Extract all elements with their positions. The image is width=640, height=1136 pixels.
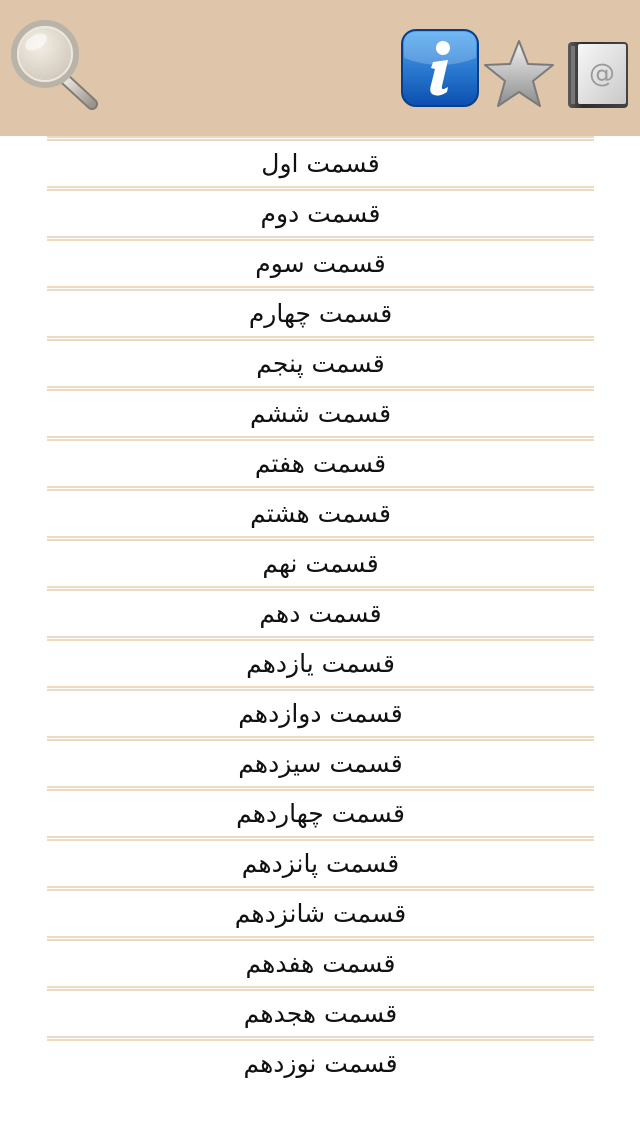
star-icon <box>482 38 556 110</box>
list-item[interactable] <box>47 386 594 436</box>
list-item[interactable] <box>47 286 594 336</box>
magnifier-icon <box>8 18 100 112</box>
list-item-label: قسمت اول <box>261 149 380 178</box>
list-item[interactable] <box>47 236 594 286</box>
list-item[interactable] <box>47 1036 594 1086</box>
favorites-button[interactable] <box>482 38 556 110</box>
list-item-label: قسمت پنجم <box>256 349 385 378</box>
top-toolbar <box>0 0 640 136</box>
list-item-label: قسمت چهاردهم <box>236 799 405 828</box>
list-item-label: قسمت دوازدهم <box>238 699 403 728</box>
list-item[interactable] <box>47 786 594 836</box>
list-item-label: قسمت ششم <box>249 399 392 428</box>
info-icon <box>400 28 480 108</box>
list-item[interactable] <box>47 836 594 886</box>
list-item-label: قسمت سیزدهم <box>238 749 403 778</box>
list-item-label: قسمت نهم <box>262 549 379 578</box>
svg-text:@: @ <box>589 59 615 89</box>
list-item[interactable] <box>47 736 594 786</box>
list-item[interactable] <box>47 186 594 236</box>
list-item-label: قسمت هفتم <box>254 449 387 478</box>
list-item[interactable] <box>47 986 594 1036</box>
list-item[interactable] <box>47 586 594 636</box>
list-item-label: قسمت هشتم <box>250 499 391 528</box>
list-item[interactable] <box>47 336 594 386</box>
list-item[interactable] <box>47 436 594 486</box>
list-item-label: قسمت یازدهم <box>246 649 395 678</box>
list-item[interactable] <box>47 936 594 986</box>
info-button[interactable] <box>400 28 480 108</box>
search-button[interactable] <box>8 18 100 112</box>
list-item[interactable] <box>47 536 594 586</box>
list-item-label: قسمت نوزدهم <box>243 1049 398 1078</box>
episode-list <box>47 136 594 1086</box>
list-item-label: قسمت هجدهم <box>243 999 398 1028</box>
address-book-at-icon <box>566 40 632 110</box>
list-item-label: قسمت پانزدهم <box>241 849 400 878</box>
list-item-label: قسمت دهم <box>259 599 382 628</box>
list-item-label: قسمت دوم <box>260 199 381 228</box>
list-item[interactable] <box>47 486 594 536</box>
list-item-label: قسمت چهارم <box>248 299 393 328</box>
list-item-label: قسمت شانزدهم <box>234 899 407 928</box>
list-item[interactable] <box>47 686 594 736</box>
list-item-label: قسمت هفدهم <box>245 949 396 978</box>
list-item-label: قسمت سوم <box>255 249 386 278</box>
list-item[interactable] <box>47 886 594 936</box>
list-item[interactable] <box>47 636 594 686</box>
contact-button[interactable] <box>566 40 632 110</box>
list-item[interactable] <box>47 136 594 186</box>
